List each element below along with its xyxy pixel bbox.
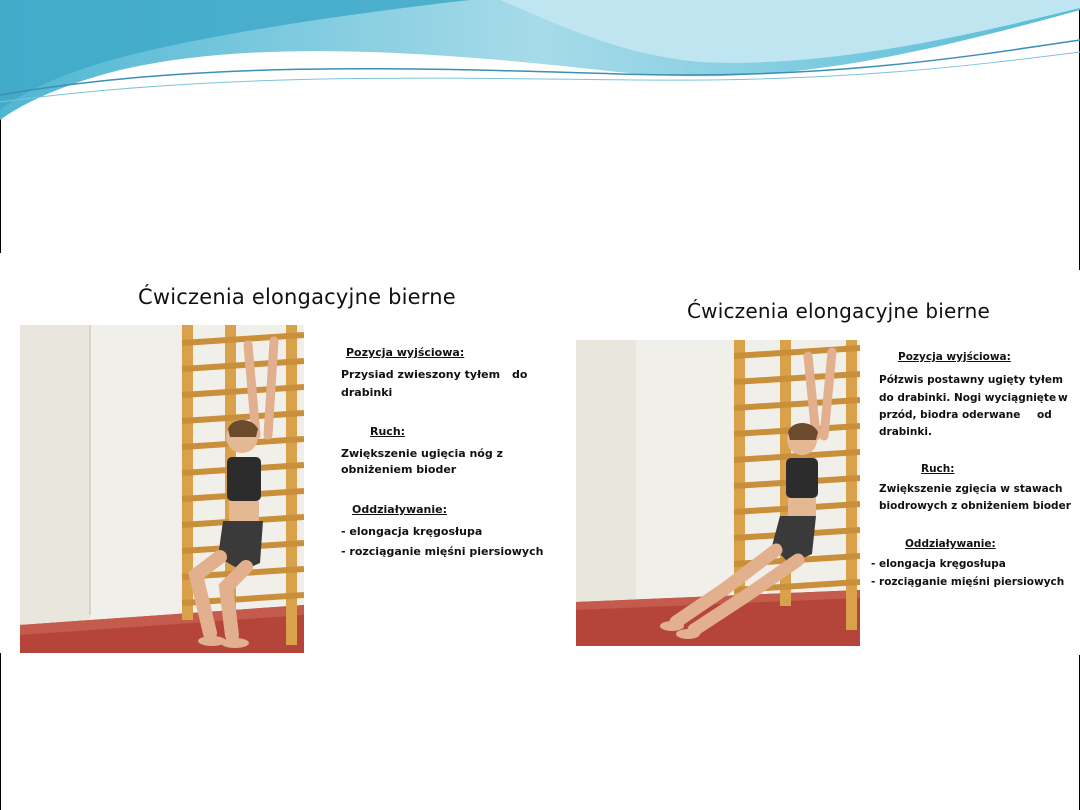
exercise-card-right — [562, 270, 1080, 655]
effect-line: - elongacja kręgosłupa — [341, 525, 483, 538]
movement-heading: Ruch: — [370, 425, 406, 438]
effect-heading: Oddziaływanie: — [352, 503, 447, 516]
movement-line: Zwiększenie ugięcia nóg z — [341, 447, 503, 460]
start-position-line: przód, biodra oderwane — [879, 409, 1021, 421]
card-title: Ćwiczenia elongacyjne bierne — [687, 299, 990, 323]
effect-line: - elongacja kręgosłupa — [871, 558, 1006, 570]
effect-line: - rozciąganie mięśni piersiowych — [341, 545, 544, 558]
effect-heading: Oddziaływanie: — [905, 538, 996, 550]
start-position-line: w — [1058, 392, 1068, 404]
exercise-photo-squat-hang — [20, 325, 304, 653]
start-position-line: do drabinki. Nogi wyciągnięte — [879, 392, 1057, 404]
card-title: Ćwiczenia elongacyjne bierne — [138, 285, 456, 309]
movement-heading: Ruch: — [921, 463, 955, 475]
start-position-line: Półzwis postawny ugięty tyłem — [879, 374, 1063, 386]
effect-line: - rozciąganie mięśni piersiowych — [871, 576, 1065, 588]
wave-header-decoration — [0, 0, 1080, 125]
movement-line: biodrowych z obniżeniem bioder — [879, 500, 1071, 512]
start-position-heading: Pozycja wyjściowa: — [898, 351, 1011, 363]
movement-line: obniżeniem bioder — [341, 463, 457, 476]
start-position-line: Przysiad zwieszony tyłem — [341, 368, 501, 381]
start-position-line: do — [512, 368, 528, 381]
start-position-line: od — [1037, 409, 1052, 421]
start-position-line: drabinki — [341, 386, 393, 399]
movement-line: Zwiększenie zgięcia w stawach — [879, 483, 1063, 495]
exercise-photo-leaning-hang — [576, 340, 860, 646]
start-position-line: drabinki. — [879, 426, 932, 438]
exercise-card-left — [0, 253, 544, 653]
start-position-heading: Pozycja wyjściowa: — [346, 346, 465, 359]
